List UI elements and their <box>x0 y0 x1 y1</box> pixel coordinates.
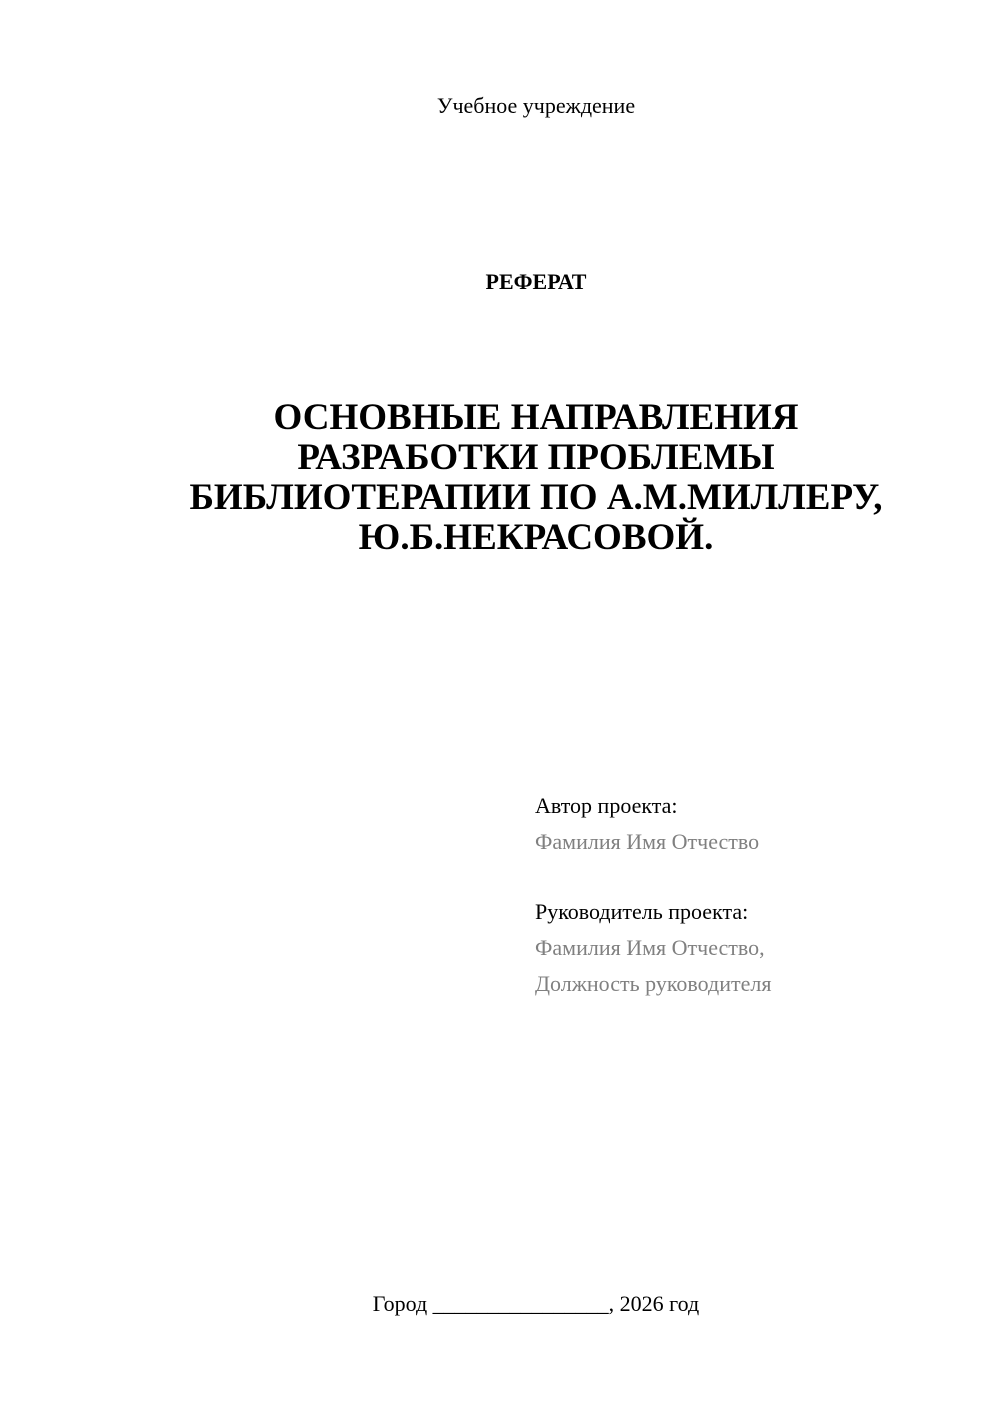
author-label: Автор проекта: <box>535 793 678 818</box>
credits-spacer <box>535 860 975 894</box>
title-line: Ю.Б.НЕКРАСОВОЙ. <box>358 517 714 558</box>
credits-block <box>535 788 975 1002</box>
author-name: Фамилия Имя Отчество <box>535 829 760 854</box>
city-year-line: Город ________________, 2026 год <box>372 1291 700 1316</box>
supervisor-label: Руководитель проекта: <box>535 899 749 924</box>
institution-name: Учебное учреждение <box>436 93 636 118</box>
title-line: БИБЛИОТЕРАПИИ ПО А.М.МИЛЛЕРУ, <box>189 477 883 518</box>
supervisor-position: Должность руководителя <box>535 971 772 996</box>
title-line: ОСНОВНЫЕ НАПРАВЛЕНИЯ <box>273 397 799 438</box>
supervisor-name: Фамилия Имя Отчество, <box>535 935 765 960</box>
title-line: РАЗРАБОТКИ ПРОБЛЕМЫ <box>297 437 775 478</box>
document-title <box>140 398 932 558</box>
document-type: РЕФЕРАТ <box>485 269 587 294</box>
